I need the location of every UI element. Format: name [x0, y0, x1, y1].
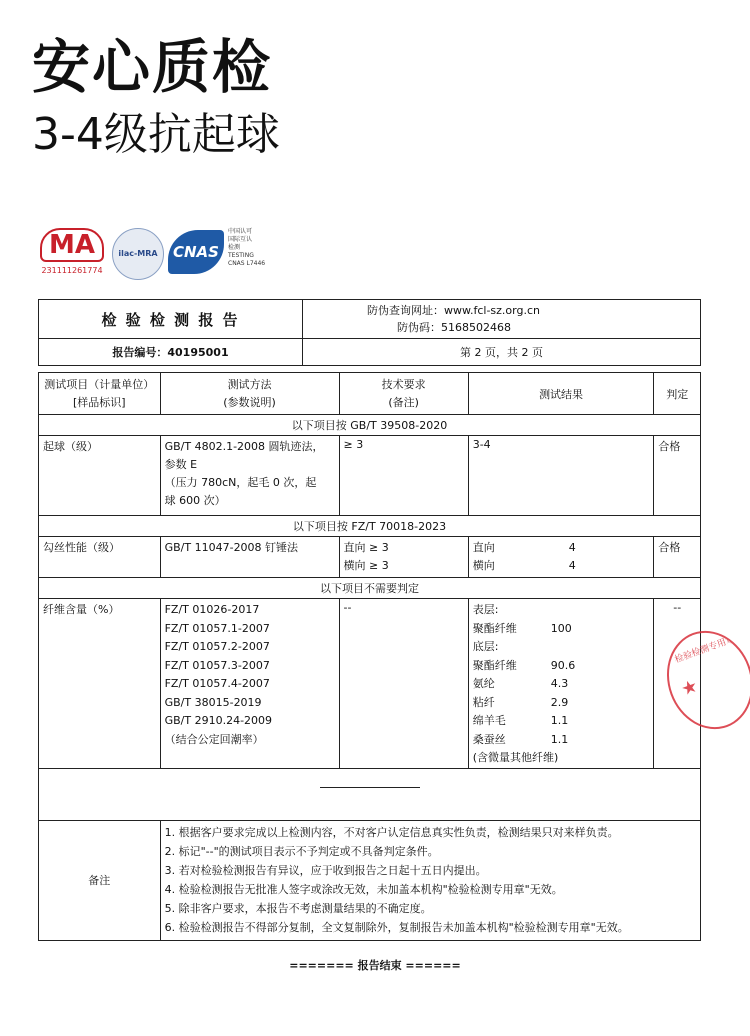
section-header: 以下项目按 FZ/T 70018-2023 — [39, 516, 701, 537]
note-item: 4. 检验检测报告无批准人签字或涂改无效，未加盖本机构"检验检测专用章"无效。 — [164, 883, 563, 896]
anti-fake-cell — [303, 300, 701, 339]
result-cell — [468, 537, 654, 578]
result-cell: 3-4 — [468, 436, 654, 516]
certification-logos — [40, 228, 280, 284]
result-label: 直向 — [472, 541, 495, 554]
col-header-verdict: 判定 — [654, 373, 701, 415]
anti-fake-site: 防伪查询网址：www.fcl-sz.org.cn — [367, 304, 540, 317]
requirement-cell: -- — [339, 599, 468, 769]
verdict-cell: 合格 — [654, 537, 701, 578]
result-value — [551, 601, 650, 620]
results-table — [38, 372, 701, 941]
note-item: 3. 若对检验检测报告有异议，应于收到报告之日起十五日内提出。 — [164, 864, 487, 877]
ilac-mra-logo — [112, 228, 164, 280]
result-value: 1.1 — [550, 732, 569, 746]
report-header-table — [38, 299, 701, 366]
report-title: 检 验 检 测 报 告 — [39, 300, 303, 339]
report-end: ======= 报告结束 ====== — [289, 959, 461, 972]
item-cell: 纤维含量（%） — [39, 599, 161, 769]
ilac-text: ilac-MRA — [118, 249, 158, 258]
note-item: 6. 检验检测报告不得部分复制，全文复制除外，复制报告未加盖本机构"检验检测专用章"无效。 — [164, 921, 629, 934]
result-label: 氨纶 — [472, 677, 495, 690]
ma-number: 231111261774 — [41, 266, 103, 275]
cnas-caption: 中国认可 国际互认 检测 TESTING CNAS L7446 — [228, 228, 266, 267]
method-cell: GB/T 4802.1-2008 圆轨迹法， 参数 E （压力 780cN，起毛 0 次，起 球 600 次） — [160, 436, 339, 516]
note-item: 1. 根据客户要求完成以上检测内容，不对客户认定信息真实性负责，检测结果只对来样负责。 — [164, 826, 619, 839]
result-label: 粘纤 — [472, 695, 495, 709]
requirement-cell: 直向 ≥ 3 横向 ≥ 3 — [339, 537, 468, 578]
item-cell: 勾丝性能（级） — [39, 537, 161, 578]
section-header: 以下项目按 GB/T 39508-2020 — [39, 415, 701, 436]
ma-mark: MA — [40, 228, 104, 262]
note-item: 5. 除非客户要求，本报告不考虑测量结果的不确定度。 — [164, 902, 432, 915]
result-cell — [468, 599, 654, 769]
col-header-method: 测试方法 (参数说明) — [160, 373, 339, 415]
requirement-cell: ≥ 3 — [339, 436, 468, 516]
notes-cell — [160, 821, 700, 941]
verdict-cell: 合格 — [654, 436, 701, 516]
report-number: 40195001 — [167, 346, 229, 359]
verdict-cell: -- — [654, 599, 701, 769]
result-value — [551, 638, 650, 657]
result-label: 底层: — [472, 640, 499, 653]
result-label: 绵羊毛 — [472, 714, 506, 727]
hero-title: 安心质检 — [32, 33, 273, 101]
method-cell: GB/T 11047-2008 钉锤法 — [160, 537, 339, 578]
report-number-label: 报告编号： — [112, 346, 168, 359]
result-label: 横向 — [472, 559, 495, 572]
item-cell: 起球（级） — [39, 436, 161, 516]
col-header-item: 测试项目（计量单位） [样品标识] — [39, 373, 161, 415]
result-value: 4.3 — [550, 677, 569, 690]
ma-logo — [40, 228, 104, 275]
page-info: 第 2 页，共 2 页 — [303, 339, 701, 366]
method-cell: FZ/T 01026-2017 FZ/T 01057.1-2007 FZ/T 01057.2-2007 FZ/T 01057.3-2007 FZ/T 01057.4-2007 GB/T 38015-2019 GB/T 2910.24-2009 （结合公定回潮率） — [160, 599, 339, 769]
result-label: 聚酯纤维 — [472, 621, 517, 635]
result-value: 2.9 — [550, 695, 569, 709]
blank-row — [39, 769, 701, 821]
result-label: 聚酯纤维 — [472, 658, 517, 672]
report-number-cell — [39, 339, 303, 366]
cnas-logo: CNAS — [168, 230, 224, 274]
col-header-requirement: 技术要求 (备注) — [339, 373, 468, 415]
result-value: 4 — [568, 541, 576, 554]
note-item: 2. 标记"--"的测试项目表示不予判定或不具备判定条件。 — [164, 845, 439, 858]
section-header: 以下项目不需要判定 — [39, 578, 701, 599]
notes-label: 备注 — [39, 821, 161, 941]
result-value: 100 — [550, 621, 572, 635]
result-value: 4 — [568, 559, 576, 572]
result-value: 90.6 — [550, 658, 576, 672]
seal-star-icon: ★ — [678, 675, 701, 701]
result-footer: (含微量其他纤维) — [472, 751, 559, 764]
result-label: 表层: — [472, 603, 499, 616]
divider-line — [320, 787, 420, 788]
hero-subtitle: 3-4级抗起球 — [32, 109, 280, 160]
result-label: 桑蚕丝 — [472, 732, 506, 746]
col-header-result: 测试结果 — [468, 373, 654, 415]
seal-text: 检验检测专用章 — [673, 634, 737, 666]
anti-fake-code: 防伪码：5168502468 — [397, 321, 511, 334]
result-value: 1.1 — [550, 714, 569, 727]
